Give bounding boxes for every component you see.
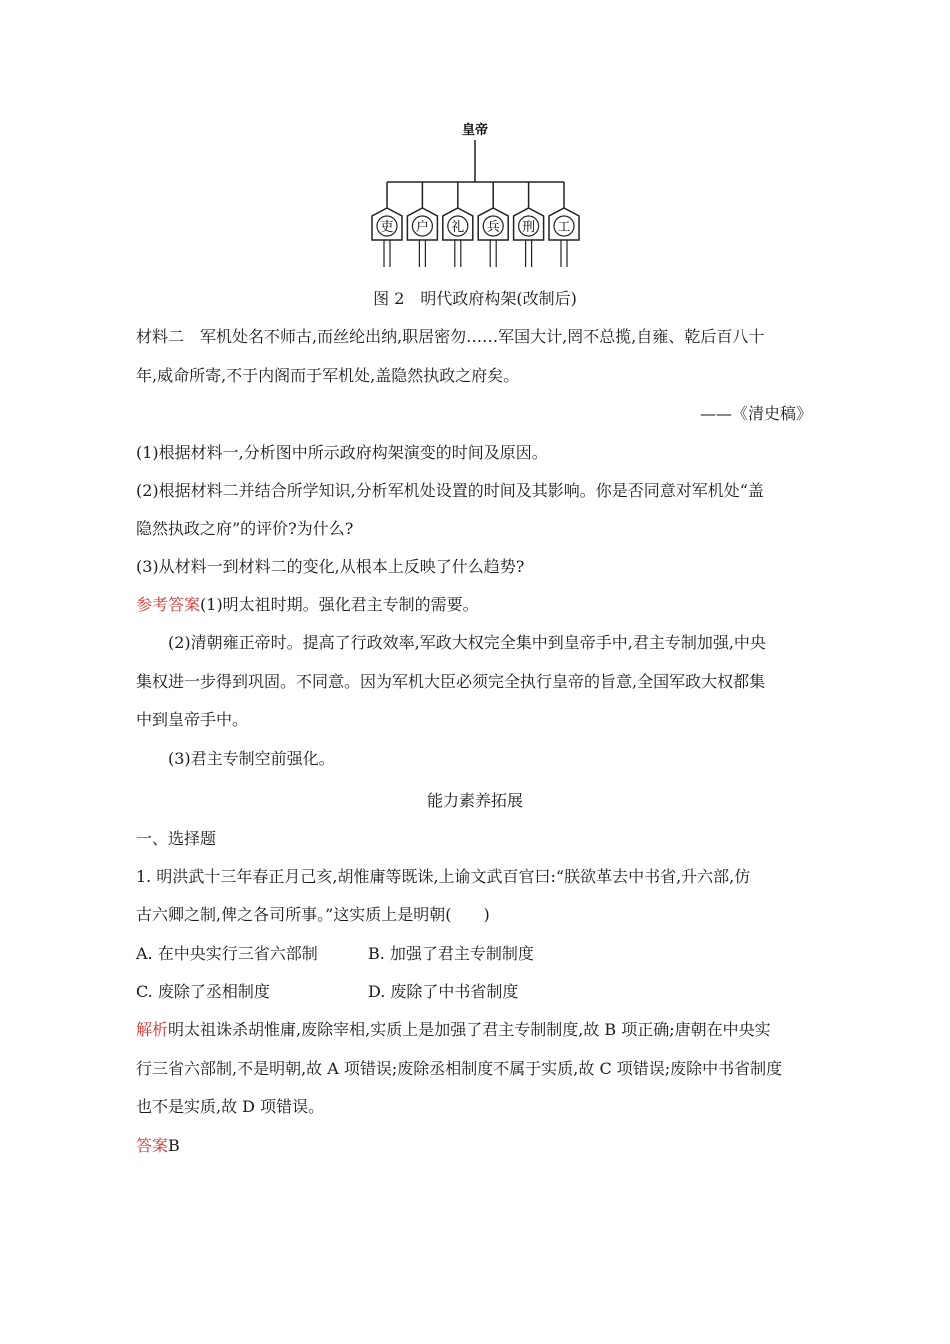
analysis-label: 解析: [136, 1020, 169, 1039]
dept-label: 刑: [522, 220, 536, 235]
question-2-line2: 隐然执政之府”的评价?为什么?: [136, 519, 354, 538]
departments-group: [372, 182, 579, 267]
option-a: A. 在中央实行三省六部制: [136, 944, 318, 963]
analysis-line1: [136, 1020, 812, 1040]
answer-label: 答案: [136, 1136, 169, 1155]
analysis-line2: 行三省六部制,不是明朝,故 A 项错误;废除丞相制度不属于实质,故 C 项错误;废除中书省制度: [136, 1059, 783, 1078]
reference-answer-1: [136, 595, 812, 615]
question1-stem-line2: 古六卿之制,俾之各司所事。”这实质上是明朝( ): [136, 905, 490, 924]
answer-value: B: [168, 1136, 180, 1155]
reference-answer-2-line1: (2)清朝雍正帝时。提高了行政效率,军政大权完全集中到皇帝手中,君主专制加强,中央: [168, 633, 766, 652]
reference-answer-1-text: (1)明太祖时期。强化君主专制的需要。: [200, 595, 479, 614]
dept-label: 吏: [380, 220, 394, 235]
material2-line1: 材料二 军机处名不师古,而丝纶出纳,职居密勿……军国大计,罔不总揽,自雍、乾后百八十: [136, 327, 765, 346]
material2-source: ——《清史稿》: [699, 404, 812, 423]
question-3: (3)从材料一到材料二的变化,从根本上反映了什么趋势?: [136, 557, 525, 576]
reference-answer-label: 参考答案: [136, 595, 201, 614]
reference-answer-2-line2: 集权进一步得到巩固。不同意。因为军机大臣必须完全执行皇帝的旨意,全国军政大权都集: [136, 672, 766, 691]
analysis-line3: 也不是实质,故 D 项错误。: [136, 1097, 325, 1116]
question1-stem-line1: 1. 明洪武十三年春正月己亥,胡惟庸等既诛,上谕文武百官曰:“朕欲革去中书省,升六部,仿: [136, 867, 751, 886]
section-title: 能力素养拓展: [426, 791, 523, 810]
reference-answer-2-line3: 中到皇帝手中。: [136, 710, 249, 729]
dept-label: 礼: [451, 220, 465, 235]
reference-answer-3: (3)君主专制空前强化。: [168, 749, 335, 768]
option-b: B. 加强了君主专制制度: [368, 944, 534, 963]
question-2-line1: (2)根据材料二并结合所学知识,分析军机处设置的时间及其影响。你是否同意对军机处“盖: [136, 481, 764, 500]
option-c: C. 废除了丞相制度: [136, 982, 270, 1001]
dept-label: 工: [557, 220, 571, 235]
part-title: 一、选择题: [136, 829, 217, 848]
option-d: D. 废除了中书省制度: [368, 982, 519, 1001]
ming-government-diagram: [360, 112, 590, 272]
question-1: (1)根据材料一,分析图中所示政府构架演变的时间及原因。: [136, 443, 548, 462]
diagram-svg: [360, 112, 590, 272]
emperor-label: 皇帝: [461, 123, 489, 138]
material2-line2: 年,威命所寄,不于内阁而于军机处,盖隐然执政之府矣。: [136, 366, 520, 385]
dept-label: 户: [415, 220, 429, 235]
answer-line: [136, 1136, 812, 1156]
analysis-line1-text: 明太祖诛杀胡惟庸,废除宰相,实质上是加强了君主专制制度,故 B 项正确;唐朝在中央实: [168, 1020, 771, 1039]
dept-label: 兵: [486, 220, 500, 235]
diagram-caption: 图 2 明代政府构架(改制后): [373, 289, 577, 308]
